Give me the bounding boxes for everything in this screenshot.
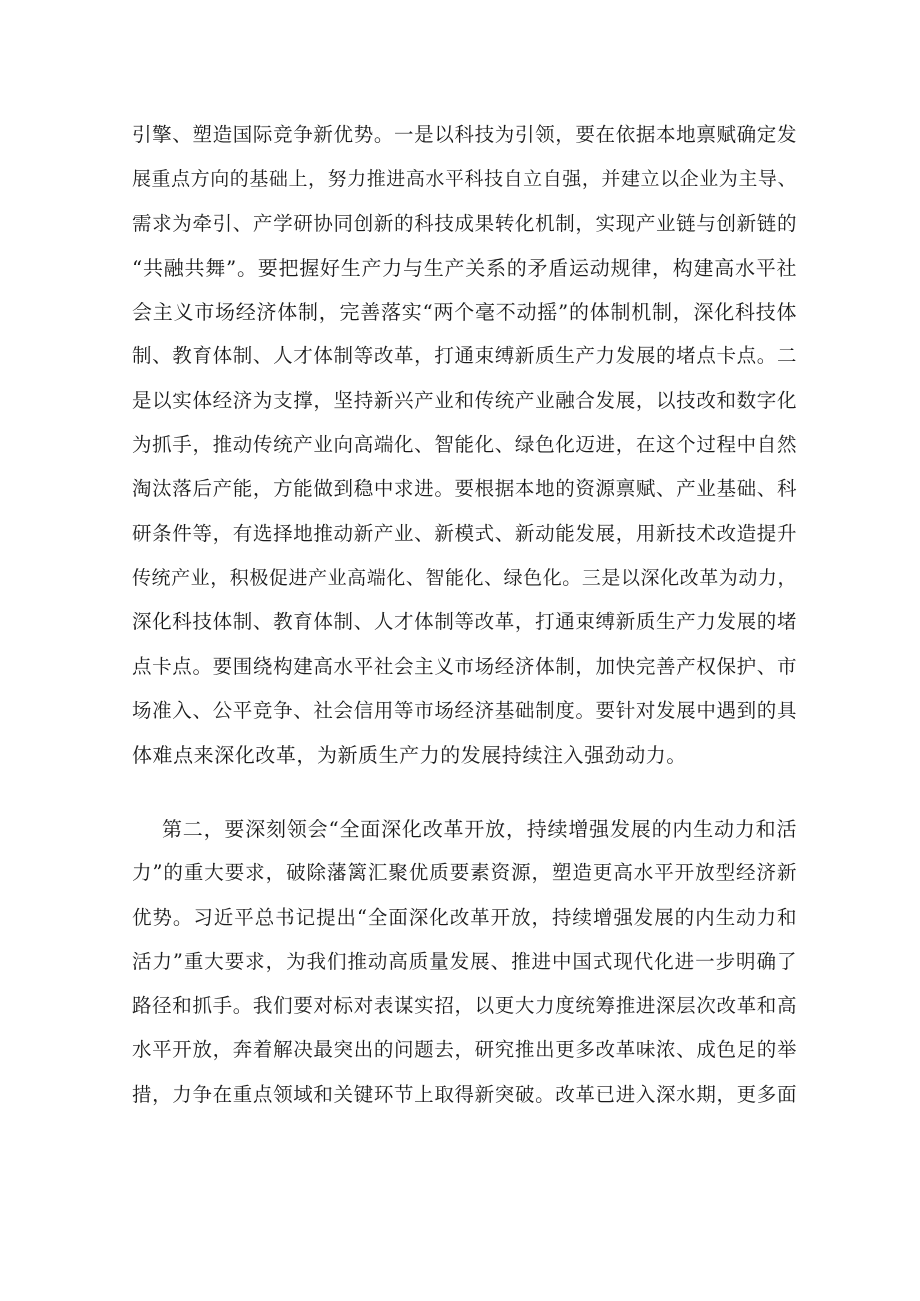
paragraph-1 — [132, 113, 797, 777]
paragraph-2-line: 路径和抓手。我们要对标对表谋实招，以更大力度统筹推进深层次改革和高 — [132, 994, 797, 1018]
paragraph-1-line: 是以实体经济为支撑，坚持新兴产业和传统产业融合发展，以技改和数字化 — [132, 388, 797, 412]
paragraph-2-line: 水平开放，奔着解决最突出的问题去，研究推出更多改革味浓、成色足的举 — [132, 1038, 797, 1062]
paragraph-1-line: 为抓手，推动传统产业向高端化、智能化、绿色化迈进，在这个过程中自然 — [132, 433, 797, 457]
paragraph-1-line: 引擎、塑造国际竞争新优势。一是以科技为引领，要在依据本地禀赋确定发 — [132, 123, 797, 146]
paragraph-1-line: 会主义市场经济体制，完善落实“两个毫不动摇”的体制机制，深化科技体 — [132, 300, 797, 325]
paragraph-2-line: 措，力争在重点领域和关键环节上取得新突破。改革已进入深水期，更多面 — [132, 1082, 797, 1106]
paragraph-1-line: 需求为牵引、产学研协同创新的科技成果转化机制，实现产业链与创新链的 — [132, 211, 797, 235]
paragraph-1-line: 场准入、公平竞争、社会信用等市场经济基础制度。要针对发展中遇到的具 — [132, 698, 797, 722]
paragraph-1-line: 体难点来深化改革，为新质生产力的发展持续注入强劲动力。 — [132, 743, 687, 768]
paragraph-1-line: 淘汰落后产能，方能做到稳中求进。要根据本地的资源禀赋、产业基础、科 — [132, 477, 797, 501]
paragraph-2-line: 优势。习近平总书记提出“全面深化改革开放，持续增强发展的内生动力和 — [132, 905, 797, 929]
paragraph-2 — [132, 807, 797, 1117]
paragraph-1-line: “共融共舞”。要把握好生产力与生产关系的矛盾运动规律，构建高水平社 — [132, 255, 797, 280]
paragraph-2-line: 第二，要深刻领会“全面深化改革开放，持续增强发展的内生动力和活 — [162, 817, 797, 841]
paragraph-1-line: 研条件等，有选择地推动新产业、新模式、新动能发展，用新技术改造提升 — [132, 521, 797, 545]
paragraph-2-line: 活力”重大要求，为我们推动高质量发展、推进中国式现代化进一步明确了 — [132, 949, 797, 973]
paragraph-1-line: 传统产业，积极促进产业高端化、智能化、绿色化。三是以深化改革为动力， — [132, 566, 797, 589]
paragraph-1-line: 展重点方向的基础上，努力推进高水平科技自立自强，并建立以企业为主导、 — [132, 168, 797, 191]
paragraph-1-line: 制、教育体制、人才体制等改革，打通束缚新质生产力发展的堵点卡点。二 — [132, 344, 797, 368]
paragraph-1-line: 深化科技体制、教育体制、人才体制等改革，打通束缚新质生产力发展的堵 — [132, 610, 797, 634]
paragraph-1-line: 点卡点。要围绕构建高水平社会主义市场经济体制，加快完善产权保护、市 — [132, 654, 797, 678]
paragraph-2-line: 力”的重大要求，破除藩篱汇聚优质要素资源，塑造更高水平开放型经济新 — [132, 861, 797, 885]
